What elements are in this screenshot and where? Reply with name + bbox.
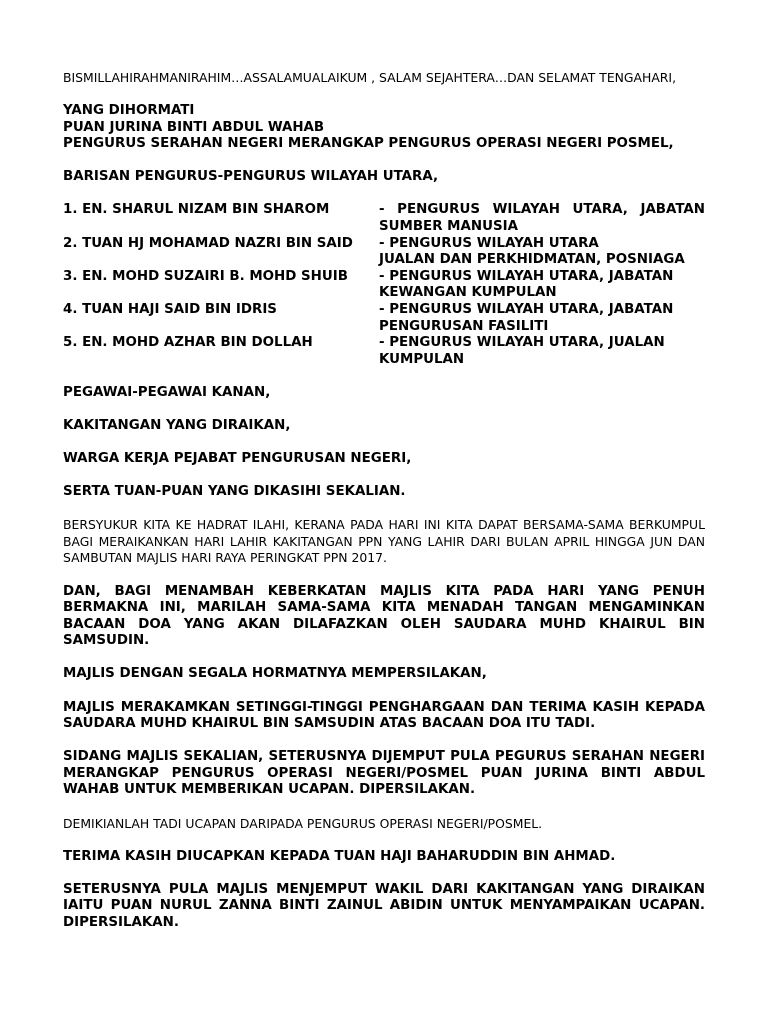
paragraph-speech-done: DEMIKIANLAH TADI UCAPAN DARIPADA PENGURUS OPERASI NEGERI/POSMEL.: [63, 815, 543, 831]
salutation-senior-officers: PEGAWAI-PEGAWAI KANAN,: [63, 384, 271, 400]
manager-name: 1. EN. SHARUL NIZAM BIN SHAROM: [63, 202, 330, 218]
paragraph-rep-invite: SETERUSNYA PULA MAJLIS MENJEMPUT WAKIL DARI KAKITANGAN YANG DIRAIKAN IAITU PUAN NURUL ZANNA BINTI ZAINUL ABIDIN UNTUK MENYAMPAIKAN UCAPAN. DIPERSILAKAN.: [63, 881, 705, 930]
greeting-line: BISMILLAHIRAHMANIRAHIM…ASSALAMUALAIKUM , SALAM SEJAHTERA…DAN SELAMAT TENGAHARI,: [63, 70, 677, 85]
paragraph-gratitude: BERSYUKUR KITA KE HADRAT ILAHI, KERANA PADA HARI INI KITA DAPAT BERSAMA-SAMA BERKUMPUL BAGI MERAIKANKAN HARI LAHIR KAKITANGAN PPN YANG LAHIR DARI BULAN APRIL HINGGA JUN DAN SAMBUTAN MAJLIS HARI RAYA PERINGKAT PPN 2017.: [63, 517, 705, 566]
document-page: [63, 70, 705, 931]
manager-role: [379, 202, 705, 235]
manager-name: 3. EN. MOHD SUZAIRI B. MOHD SHUIB: [63, 268, 348, 284]
respected-title: PENGURUS SERAHAN NEGERI MERANGKAP PENGURUS OPERASI NEGERI POSMEL,: [63, 136, 674, 152]
manager-role-line1: - PENGURUS WILAYAH UTARA: [379, 235, 599, 251]
salutation-honoured-staff: KAKITANGAN YANG DIRAIKAN,: [63, 418, 291, 433]
managers-list: [63, 202, 705, 368]
manager-role-line1: - PENGURUS WILAYAH UTARA, JABATAN: [379, 302, 674, 318]
manager-role: [379, 236, 705, 269]
managers-heading: BARISAN PENGURUS-PENGURUS WILAYAH UTARA,: [63, 169, 439, 185]
paragraph-thanks-doa: MAJLIS MERAKAMKAN SETINGGI-TINGGI PENGHARGAAN DAN TERIMA KASIH KEPADA SAUDARA MUHD KHAIRUL BIN SAMSUDIN ATAS BACAAN DOA ITU TADI.: [63, 699, 705, 732]
manager-role-line1: - PENGURUS WILAYAH UTARA, JABATAN: [379, 268, 674, 284]
manager-role-line2: JUALAN DAN PERKHIDMATAN, POSNIAGA: [379, 252, 685, 268]
paragraph-speech-invite: SIDANG MAJLIS SEKALIAN, SETERUSNYA DIJEMPUT PULA PEGURUS SERAHAN NEGERI MERANGKAP PENGURUS OPERASI NEGERI/POSMEL PUAN JURINA BINTI ABDUL WAHAB UNTUK MEMBERIKAN UCAPAN. DIPERSILAKAN.: [63, 749, 705, 798]
respected-name: PUAN JURINA BINTI ABDUL WAHAB: [63, 119, 325, 135]
respected-heading: YANG DIHORMATI: [63, 103, 195, 119]
manager-name: 4. TUAN HAJI SAID BIN IDRIS: [63, 302, 277, 318]
salutation-everyone: SERTA TUAN-PUAN YANG DIKASIHI SEKALIAN.: [63, 484, 406, 500]
paragraph-doa: DAN, BAGI MENAMBAH KEBERKATAN MAJLIS KITA PADA HARI YANG PENUH BERMAKNA INI, MARILAH SAMA-SAMA KITA MENADAH TANGAN MENGAMINKAN BACAAN DOA YANG AKAN DILAFAZKAN OLEH SAUDARA MUHD KHAIRUL BIN SAMSUDIN.: [63, 583, 705, 649]
manager-role-line2: KUMPULAN: [379, 351, 465, 367]
manager-role-line1: - PENGURUS WILAYAH UTARA, JUALAN: [379, 335, 665, 351]
manager-row: [63, 236, 705, 269]
manager-role: [379, 335, 705, 368]
manager-name: 5. EN. MOHD AZHAR BIN DOLLAH: [63, 335, 313, 351]
manager-row: [63, 202, 705, 235]
manager-row: [63, 335, 705, 368]
manager-role: [379, 302, 705, 335]
paragraph-invite: MAJLIS DENGAN SEGALA HORMATNYA MEMPERSILAKAN,: [63, 666, 487, 682]
manager-role: [379, 269, 705, 302]
manager-role-line2: KEWANGAN KUMPULAN: [379, 285, 557, 301]
manager-role-line2: SUMBER MANUSIA: [379, 219, 518, 235]
paragraph-thanks-haji: TERIMA KASIH DIUCAPKAN KEPADA TUAN HAJI BAHARUDDIN BIN AHMAD.: [63, 848, 616, 864]
manager-row: [63, 269, 705, 302]
manager-name: 2. TUAN HJ MOHAMAD NAZRI BIN SAID: [63, 235, 353, 251]
salutation-state-office: WARGA KERJA PEJABAT PENGURUSAN NEGERI,: [63, 451, 412, 467]
manager-role-line2: PENGURUSAN FASILITI: [379, 318, 549, 334]
manager-row: [63, 302, 705, 335]
manager-role-line1: - PENGURUS WILAYAH UTARA, JABATAN: [379, 202, 705, 218]
respected-block: [63, 103, 705, 153]
